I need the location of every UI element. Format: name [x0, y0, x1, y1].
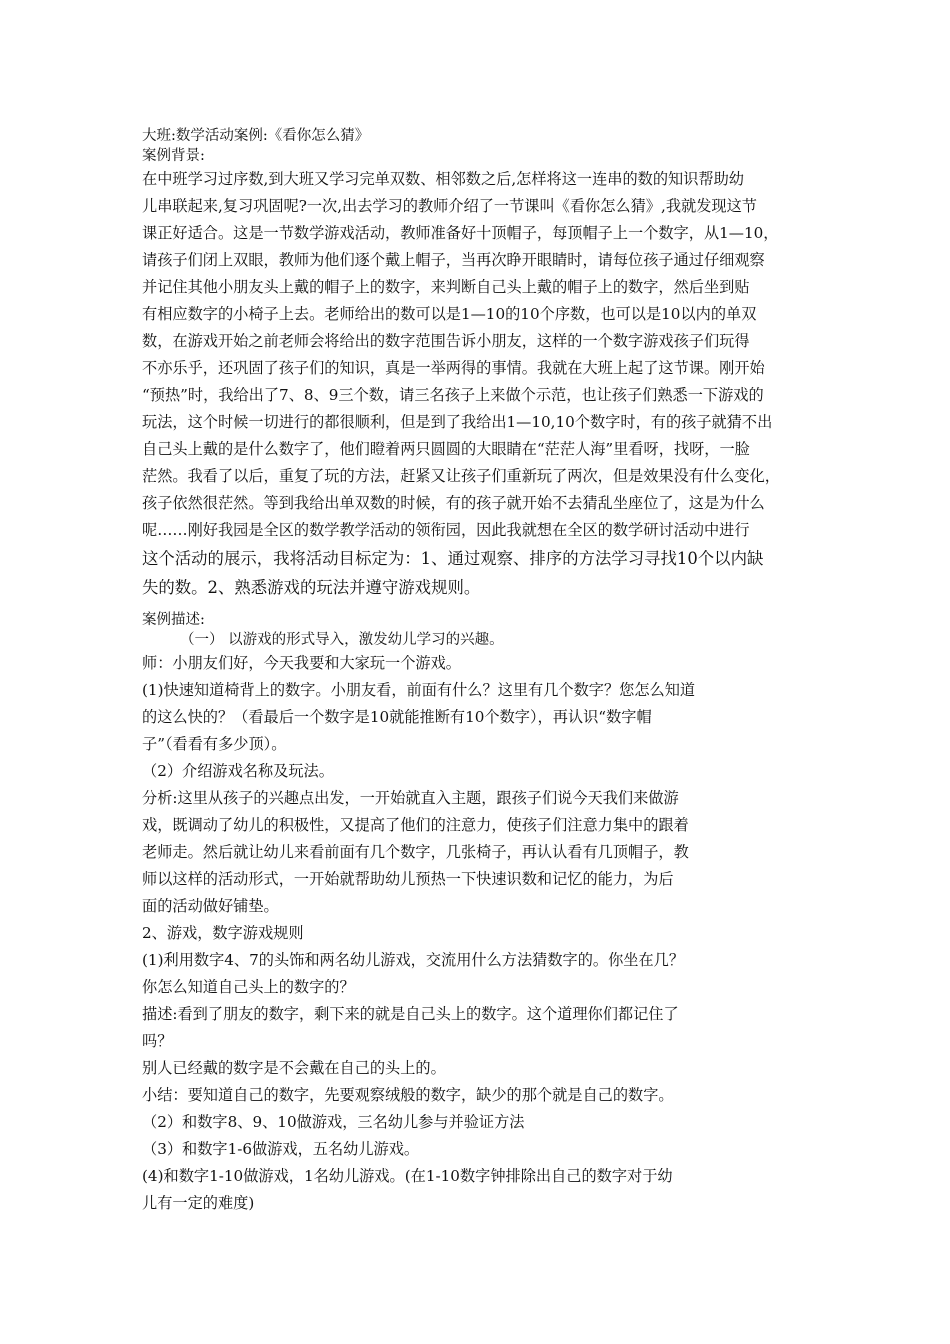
text-line: 茫然。我看了以后，重复了玩的方法，赶紧又让孩子们重新玩了两次，但是效果没有什么变化， [142, 467, 780, 485]
background-paragraph [142, 166, 814, 602]
background-heading: 案例背景: [142, 148, 205, 164]
description-heading: 案例描述: [142, 612, 205, 628]
text-line: 不亦乐乎，还巩固了孩子们的知识，真是一举两得的事情。我就在大班上起了这节课。刚开始 [142, 359, 765, 377]
text-line: 在中班学习过序数,到大班又学习完单双数、相邻数之后,怎样将这一连串的数的知识帮助幼 [142, 170, 744, 188]
text-line: 师以这样的活动形式，一开始就帮助幼儿预热一下快速识数和记忆的能力，为后 [142, 870, 674, 888]
document-body [142, 126, 814, 1217]
document-title: 大班:数学活动案例:《看你怎么猜》 [142, 128, 370, 144]
text-line: (1)快速知道椅背上的数字。小朋友看，前面有什么？这里有几个数字？您怎么知道 [142, 681, 696, 699]
text-line: 描述:看到了朋友的数字，剩下来的就是自己头上的数字。这个道理你们都记住了 [142, 1005, 679, 1023]
text-line: 儿有一定的难度) [142, 1194, 255, 1212]
text-line: 你怎么知道自己头上的数字的？ [142, 978, 355, 996]
text-line: （2）和数字8、9、10做游戏，三名幼儿参与并验证方法 [142, 1113, 525, 1131]
text-line: 请孩子们闭上双眼，教师为他们逐个戴上帽子，当再次睁开眼睛时，请每位孩子通过仔细观察 [142, 251, 765, 269]
text-line: 别人已经戴的数字是不会戴在自己的头上的。 [142, 1059, 446, 1077]
text-line: 吗？ [142, 1032, 173, 1050]
text-line: 老师走。然后就让幼儿来看前面有几个数字，几张椅子，再认认看有几顶帽子，教 [142, 843, 689, 861]
text-line: 师：小朋友们好，今天我要和大家玩一个游戏。 [142, 654, 461, 672]
text-line: 2、游戏，数字游戏规则 [142, 924, 304, 942]
text-line: “预热”时，我给出了7、8、9三个数，请三名孩子上来做个示范，也让孩子们熟悉一下游戏的 [142, 386, 764, 404]
text-line: 儿串联起来,复习巩固呢?一次,出去学习的教师介绍了一节课叫《看你怎么猜》,我就发现这节 [142, 197, 757, 215]
text-line: 课正好适合。这是一节数学游戏活动，教师准备好十顶帽子，每顶帽子上一个数字，从1—10， [142, 224, 779, 242]
text-line: 子”（看看有多少顶）。 [142, 735, 287, 753]
text-line: (1)利用数字4、7的头饰和两名幼儿游戏，交流用什么方法猜数字的。你坐在几？ [142, 951, 685, 969]
text-line: 戏，既调动了幼儿的积极性，又提高了他们的注意力，使孩子们注意力集中的跟着 [142, 816, 689, 834]
text-line: 分析:这里从孩子的兴趣点出发，一开始就直入主题，跟孩子们说今天我们来做游 [142, 789, 679, 807]
section-heading: （一） 以游戏的形式导入，激发幼儿学习的兴趣。 [180, 632, 504, 648]
text-line: 数，在游戏开始之前老师会将给出的数字范围告诉小朋友，这样的一个数字游戏孩子们玩得 [142, 332, 750, 350]
text-line: 玩法，这个时候一切进行的都很顺利，但是到了我给出1—10,10个数字时，有的孩子就猜不出 [142, 413, 773, 431]
description-paragraph [142, 650, 814, 1217]
text-line: 孩子依然很茫然。等到我给出单双数的时候，有的孩子就开始不去猜乱坐座位了，这是为什么 [142, 494, 765, 512]
text-line: 自己头上戴的是什么数字了，他们瞪着两只圆圆的大眼睛在“茫茫人海”里看呀，找呀，一脸 [142, 440, 750, 458]
text-line: 小结：要知道自己的数字，先要观察绒般的数字，缺少的那个就是自己的数字。 [142, 1086, 674, 1104]
text-line: 面的活动做好铺垫。 [142, 897, 279, 915]
text-line: 有相应数字的小椅子上去。老师给出的数可以是1—10的10个序数，也可以是10以内的单双 [142, 305, 757, 323]
text-line: 并记住其他小朋友头上戴的帽子上的数字，来判断自己头上戴的帽子上的数字，然后坐到贴 [142, 278, 750, 296]
text-line: 这个活动的展示，我将活动目标定为：1、通过观察、排序的方法学习寻找10个以内缺 [142, 549, 764, 568]
text-line: （2）介绍游戏名称及玩法。 [142, 762, 334, 780]
spacer [142, 602, 814, 610]
text-line: 失的数。2、熟悉游戏的玩法并遵守游戏规则。 [142, 578, 481, 597]
text-line: 的这么快的？（看最后一个数字是10就能推断有10个数字），再认识“数字帽 [142, 708, 652, 726]
text-line: (4)和数字1-10做游戏，1名幼儿游戏。(在1-10数字钟排除出自己的数字对于幼 [142, 1167, 673, 1185]
text-line: （3）和数字1-6做游戏，五名幼儿游戏。 [142, 1140, 420, 1158]
text-line: 呢……刚好我园是全区的数学教学活动的领衔园，因此我就想在全区的数学研讨活动中进行 [142, 521, 750, 539]
